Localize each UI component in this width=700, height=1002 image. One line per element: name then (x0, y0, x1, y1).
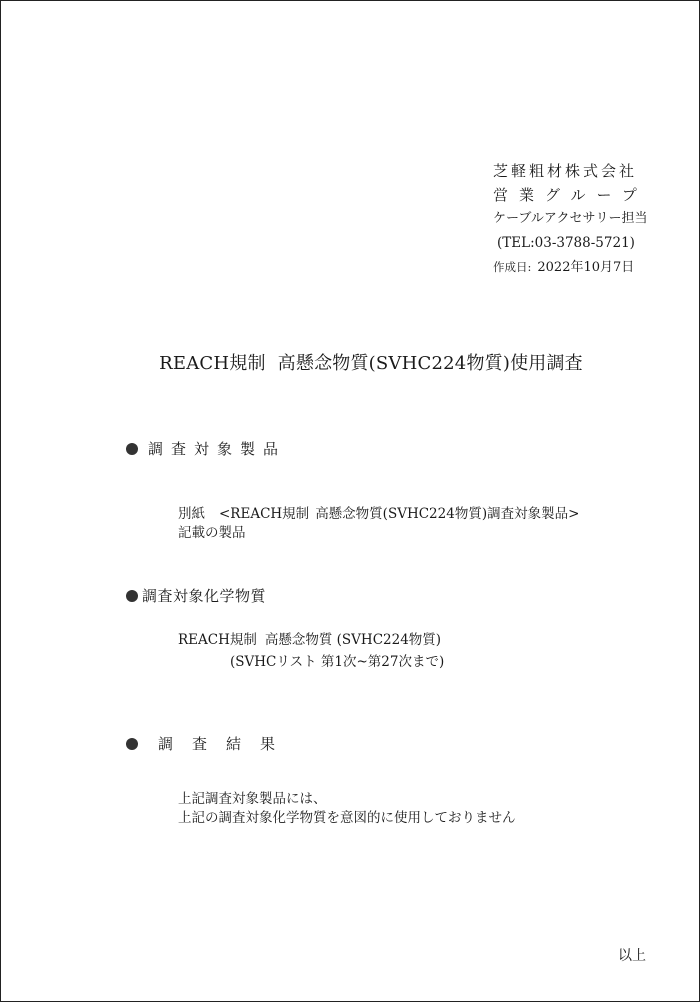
sender-company: 芝軽粗材株式会社 (493, 162, 638, 180)
sender-block (493, 159, 693, 280)
result-line-2: 上記の調査対象化学物質を意図的に使用しておりません (178, 810, 516, 826)
document-title (1, 349, 700, 375)
section-heading-result (126, 733, 294, 754)
title-regulation: REACH規制 (159, 353, 266, 374)
sender-department: 営業グループ (493, 186, 648, 204)
sender-telephone: (TEL:03-3788-5721) (497, 235, 635, 251)
target-substances-line-1 (178, 629, 444, 651)
attachment-regulation: <REACH規制 (219, 506, 310, 522)
creation-date-label: 作成日: (493, 260, 532, 274)
creation-date: 2022年10月7日 (537, 260, 635, 275)
bullet-icon (126, 590, 138, 602)
sender-person: ケーブルアクセサリー担当 (493, 211, 648, 226)
section-heading-target-products (126, 438, 286, 459)
title-subject: 高懸念物質(SVHC224物質)使用調査 (277, 353, 583, 374)
substance-name: 高懸念物質 (SVHC224物質) (264, 632, 442, 648)
target-substances-line-2: (SVHCリスト 第1次~第27次まで) (230, 654, 445, 670)
target-products-body (178, 505, 579, 543)
attachment-title: 高懸念物質(SVHC224物質)調査対象製品> (315, 506, 580, 522)
attachment-label: 別紙 (178, 506, 205, 522)
result-line-1: 上記調査対象製品には、 (178, 791, 327, 807)
bullet-icon (126, 738, 138, 750)
bullet-icon (126, 443, 138, 455)
substance-regulation: REACH規制 (178, 632, 257, 648)
heading-text: 調査結果 (158, 735, 295, 753)
target-substances-body (178, 629, 444, 673)
heading-text: 調査対象製品 (148, 440, 287, 458)
target-products-line-1 (178, 505, 579, 524)
closing-remark: 以上 (618, 948, 646, 964)
target-products-line-2: 記載の製品 (178, 525, 246, 541)
section-heading-target-substances (126, 585, 266, 606)
heading-text: 調査対象化学物質 (142, 587, 267, 605)
creation-date-row (493, 255, 693, 280)
result-body (178, 790, 516, 828)
